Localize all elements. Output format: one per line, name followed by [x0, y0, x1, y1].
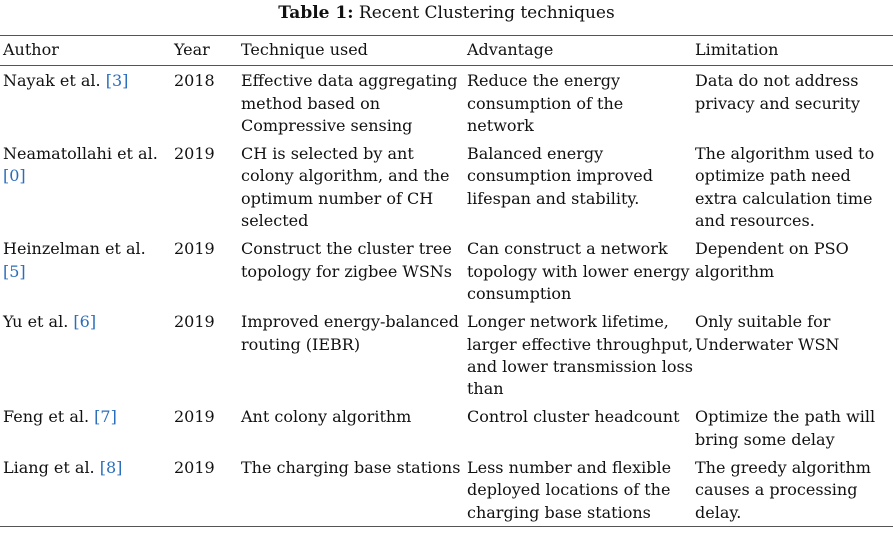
table-row [0, 234, 893, 307]
advantage-cell: Control cluster headcount [467, 407, 680, 427]
year-cell: 2019 [174, 144, 215, 164]
table-row [0, 66, 893, 139]
author-cell [0, 139, 172, 234]
table-caption [0, 3, 893, 23]
table-title: Recent Clustering techniques [358, 3, 615, 23]
table-row [0, 307, 893, 402]
technique-cell: Construct the cluster tree topology for zigbee WSNs [241, 239, 453, 281]
year-cell: 2019 [174, 239, 215, 259]
table-row [0, 453, 893, 526]
author-name: Yu et al. [3, 312, 69, 332]
reference-link[interactable]: [0] [3, 166, 26, 186]
limitation-cell: The algorithm used to optimize path need extra calculation time and resources. [695, 144, 875, 231]
year-cell: 2019 [174, 458, 215, 478]
limitation-cell: Optimize the path will bring some delay [695, 407, 876, 449]
advantage-cell: Balanced energy consumption improved lifespan and stability. [467, 144, 653, 208]
reference-link[interactable]: [3] [105, 71, 129, 91]
header-technique: Technique used [241, 40, 368, 59]
limitation-cell: Dependent on PSO algorithm [695, 239, 849, 281]
year-cell: 2019 [174, 312, 215, 332]
author-cell [0, 66, 172, 139]
year-cell: 2019 [174, 407, 215, 427]
technique-cell: CH is selected by ant colony algorithm, and the optimum number of CH selected [241, 144, 450, 231]
reference-link[interactable]: [6] [73, 312, 97, 332]
advantage-cell: Longer network lifetime, larger effective throughput, and lower transmission loss than [467, 312, 694, 399]
table-row [0, 402, 893, 453]
author-name: Nayak et al. [3, 71, 101, 91]
author-name: Neamatollahi et al. [3, 144, 158, 164]
limitation-cell: The greedy algorithm causes a processing delay. [695, 458, 871, 522]
header-advantage: Advantage [467, 40, 554, 59]
reference-link[interactable]: [8] [99, 458, 123, 478]
header-author: Author [3, 40, 59, 59]
clustering-techniques-table [0, 35, 893, 527]
advantage-cell: Less number and flexible deployed locations of the charging base stations [467, 458, 672, 522]
advantage-cell: Can construct a network topology with lower energy consumption [467, 239, 690, 303]
author-name: Feng et al. [3, 407, 90, 427]
advantage-cell: Reduce the energy consumption of the network [467, 71, 624, 135]
limitation-cell: Only suitable for Underwater WSN [695, 312, 840, 354]
author-cell [0, 234, 172, 307]
year-cell: 2018 [174, 71, 215, 91]
technique-cell: Ant colony algorithm [241, 407, 412, 427]
author-name: Heinzelman et al. [3, 239, 146, 259]
author-cell [0, 453, 172, 526]
header-limitation: Limitation [695, 40, 779, 59]
technique-cell: Improved energy-balanced routing (IEBR) [241, 312, 459, 354]
author-cell [0, 307, 172, 402]
reference-link[interactable]: [5] [3, 261, 26, 281]
technique-cell: The charging base stations [241, 458, 461, 478]
table-row [0, 139, 893, 234]
author-name: Liang et al. [3, 458, 95, 478]
technique-cell: Effective data aggregating method based on Compressive sensing [241, 71, 458, 135]
table-label: Table 1: [278, 3, 354, 23]
limitation-cell: Data do not address privacy and security [695, 71, 861, 113]
author-cell [0, 402, 172, 453]
table-header-row [0, 36, 893, 66]
reference-link[interactable]: [7] [94, 407, 117, 427]
header-year: Year [174, 40, 210, 59]
